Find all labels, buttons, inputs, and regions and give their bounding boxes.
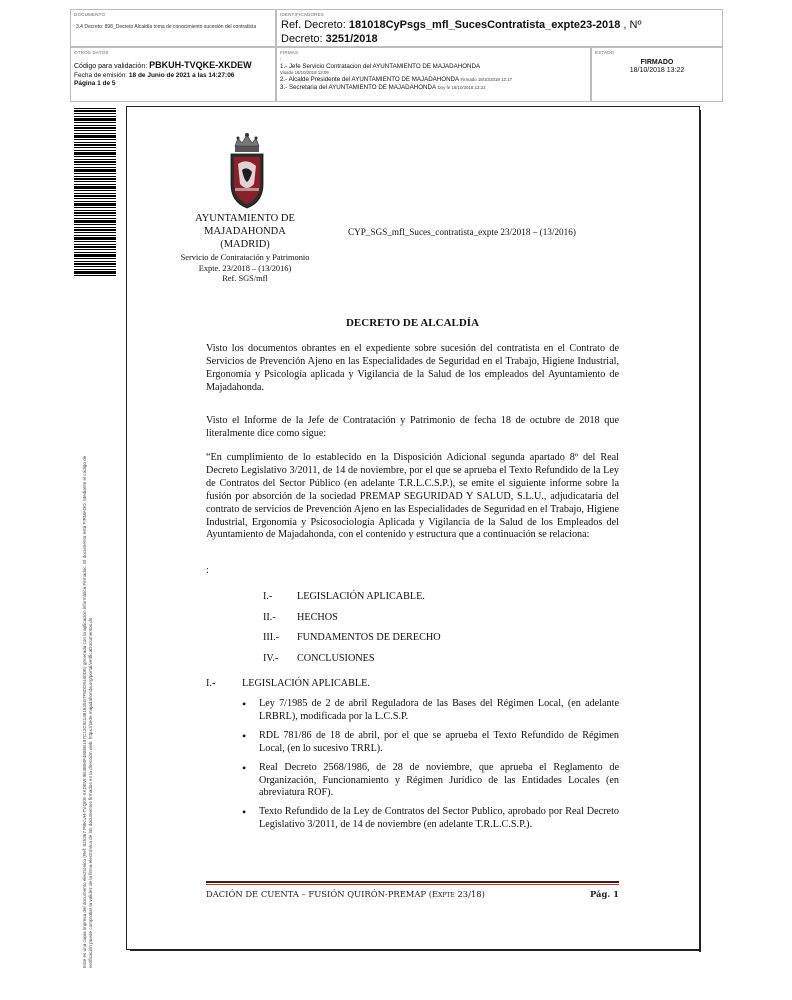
codigo-validacion-value[interactable]: PBKUH-TVQKE-XKDEW [149,60,252,70]
documento-box [70,9,276,47]
identificadores-box [276,9,723,47]
estado-box [591,47,723,102]
codigo-validacion: Código para validación: PBKUH-TVQKE-XKDEW [74,60,252,70]
list-item: • Texto Refundido de la Ley de Contratos del Sector Publico, aprobado por Real Decreto Legislativo 3/2011, de 14 de noviembre (en adelante T.R.L.C.S.P.). [259,806,619,832]
firma-2: 2.- Alcalde Presidente del AYUNTAMIENTO DE MAJADAHONDA Firmado 18/10/2018 12:17 [280,76,513,83]
letterhead-line5: Expte. 23/2018 – (13/2016) [198,263,292,273]
list-item: • Ley 7/1985 de 2 de abril Reguladora de las Bases del Régimen Local, (en adelante LRBRL), modificada por la L.C.S.P. [259,698,619,724]
ref-decreto-value: 181018CyPsgs_mfl_SucesContratista_expte23-2018 [348,19,621,31]
letterhead-line6: Ref. SGS/mfl [222,274,268,283]
decreto-number: Decreto: 3251/2018 [281,33,378,45]
footer-rule [206,881,619,883]
documento-label: DOCUMENTO [74,12,106,17]
footer-rule-accent [206,884,619,885]
list-item: • RDL 781/86 de 18 de abril, por el que se aprueba el Texto Refundido de Régimen Local, (en lo sucesivo TRRL). [259,730,619,756]
page-number: Pág. 1 [589,889,619,899]
letterhead [170,212,320,251]
paragraph-1: Visto los documentos obrantes en el expediente sobre sucesión del contratista en el Contrato de Servicios de Prevención Ajeno en las Especialidades de Seguridad en el Trabajo, Higiene Industrial, Ergonomía y Psicología aplicada y Vigilancia de la Salud de los empleados del Ayuntamiento de Majadahonda. [206,343,619,393]
identificadores-label: IDENTIFICADORES [280,12,325,17]
estado-date: 18/10/2018 13:22 [629,67,685,74]
letterhead-line1: AYUNTAMIENTO DE [195,213,295,224]
ref-decreto: Ref. Decreto: 181018CyPsgs_mfl_SucesContratista_expte23-2018 , Nº [281,19,642,31]
otros-datos-label: OTROS DATOS [74,50,109,55]
letterhead-line4: Servicio de Contratación y Patrimonio [180,253,310,262]
letterhead-line2: MAJADAHONDA [204,226,286,237]
list-item: • Real Decreto 2568/1986, de 28 de noviembre, que aprueba el Reglamento de Organización, Funcionamiento y Régimen Jurídico de las Entidades Locales (en abreviatura ROF). [259,762,619,801]
footer-title: DACIÓN DE CUENTA – FUSIÓN QUIRÓN-PREMAP (Expte 23/18) [206,889,485,899]
firmas-box: FIRMAS : 1.- Jefe Servicio Contratacion del AYUNTAMIENTO DE MAJADAHONDA Visado 18/10/2018 12:09 2.- Alcalde Presidente del AYUNTAMIENTO DE MAJADAHONDA Firmado 18/10/2018 12:17 3.- Secretaria del AYUNTAMIENTO DE MAJADAHONDA Doy fe 18/10/2018 13:22 [276,47,591,102]
verification-note: Este es una copia impresa del documento electrónico (Ref: 825367 PBKUH-TVQKE-XKDEW 9E4B94F4685E197C12C921381625D7F8DD9140DE) generada con la aplicación informática Firmadoc. El documento está FIRMADO. Mediante el código de verificación puede comprobar la validez de la firma electrónica de los documentos firmados en la dirección web: https://sede.majadahonda.org/portal/verificaDocumentos.do [82,455,93,968]
estado-label: ESTADO [595,50,615,55]
document-reference: CYP_SGS_mfl_Suces_contratista_expte 23/2018 – (13/2016) [348,227,576,237]
otros-datos-box [70,47,276,102]
firma-1-sub: Visado 18/10/2018 12:09 [280,70,329,75]
letterhead-line3: (MADRID) [220,239,270,250]
documento-value: 3.4 Decreto: 898_Decreto Alcaldía toma de conocimiento sucesión del contratista [76,24,257,30]
page-count: Página 1 de 5 [74,80,116,87]
fecha-emision: Fecha de emisión: 18 de Junio de 2021 a las 14:27:06 [74,72,235,79]
page-title: DECRETO DE ALCALDÍA [345,317,480,329]
paragraph-3: “En cumplimiento de lo establecido en la Disposición Adicional segunda apartado 8º del Real Decreto Legislativo 3/2011, de 14 de noviembre, por el que se aprueba el Texto Refundido de la Ley de Contratos del Sector Público (en adelante T.R.L.C.S.P.), se emite el siguiente informe sobre la fusión por absorción de la sociedad PREMAP SEGURIDAD Y SALUD, S.L.U., adjudicataria del contrato de servicios de Prevención Ajeno en las Especialidades de Seguridad en el Trabajo, Higiene Industrial, Ergonomía y Psicosociología Aplicada y Vigilancia de la Salud de los Empleados del Ayuntamiento de Majadahonda, con el contenido y estructura que a continuación se relaciona: [206,452,619,541]
barcode [74,108,116,276]
legislation-list [259,698,619,838]
coat-of-arms-icon [226,132,268,210]
paragraph-colon: : [206,565,209,576]
letterhead-service [160,253,330,285]
paragraph-2: Visto el Informe de la Jefe de Contratación y Patrimonio de fecha 18 de octubre de 2018 que literalmente dice como sigue: [206,415,619,439]
firma-1: 1.- Jefe Servicio Contratacion del AYUNTAMIENTO DE MAJADAHONDA [280,63,481,70]
firma-3: 3.- Secretaria del AYUNTAMIENTO DE MAJADAHONDA Doy fe 18/10/2018 13:22 [280,84,486,91]
estado-value: FIRMADO [640,59,674,66]
firmas-label: FIRMAS [280,50,299,55]
decreto-number-value: 3251/2018 [325,33,378,45]
